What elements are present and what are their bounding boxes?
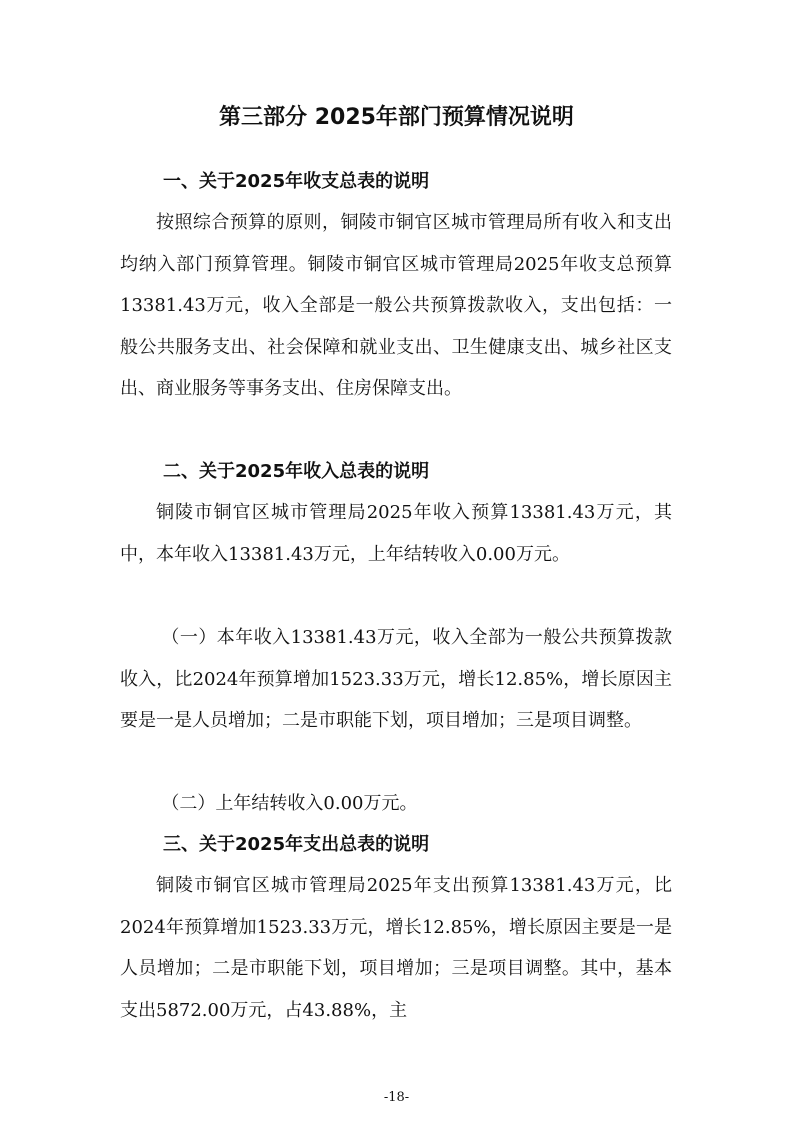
section-2-item-1: （一）本年收入13381.43万元，收入全部为一般公共预算拨款收入，比2024年预算增加1523.33万元，增长12.85%，增长原因主要是一是人员增加；二是市职能下划，项目增加；三是项目调整。 bbox=[120, 627, 672, 731]
page-title: 第三部分 2025年部门预算情况说明 bbox=[219, 105, 574, 130]
section-1-heading: 一、关于2025年收支总表的说明 bbox=[163, 171, 430, 192]
section-2-item-2: （二）上年结转收入0.00万元。 bbox=[161, 793, 418, 814]
section-2-heading: 二、关于2025年收入总表的说明 bbox=[163, 461, 430, 482]
section-3-paragraph: 铜陵市铜官区城市管理局2025年支出预算13381.43万元，比2024年预算增加1523.33万元，增长12.85%，增长原因主要是一是人员增加；二是市职能下划，项目增加；三是项目调整。其中，基本支出5872.00万元，占43.88%，主 bbox=[120, 875, 672, 1021]
section-2-paragraph: 铜陵市铜官区城市管理局2025年收入预算13381.43万元，其中，本年收入13381.43万元，上年结转收入0.00万元。 bbox=[120, 502, 672, 565]
section-3-heading: 三、关于2025年支出总表的说明 bbox=[163, 834, 430, 855]
page-number: -18- bbox=[383, 1090, 410, 1105]
section-1-paragraph: 按照综合预算的原则，铜陵市铜官区城市管理局所有收入和支出均纳入部门预算管理。铜陵市铜官区城市管理局2025年收支总预算13381.43万元，收入全部是一般公共预算拨款收入，支出包括：一般公共服务支出、社会保障和就业支出、卫生健康支出、城乡社区支出、商业服务等事务支出、住房保障支出。 bbox=[120, 212, 672, 399]
